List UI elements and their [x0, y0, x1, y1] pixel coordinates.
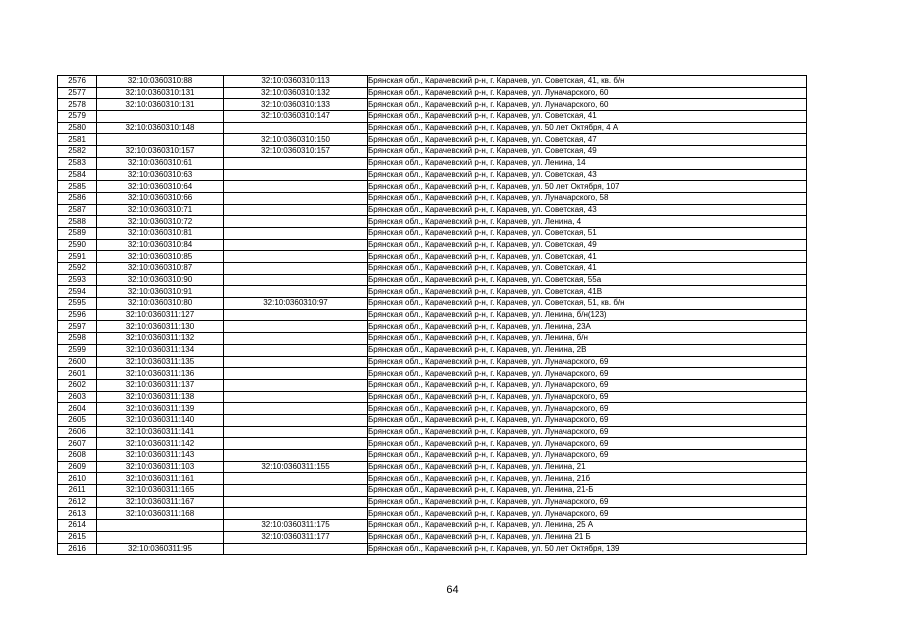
related-cadastral-number-cell: [224, 192, 368, 204]
related-cadastral-number-cell: 32:10:0360310:157: [224, 146, 368, 158]
table-row: [58, 461, 807, 473]
cadastral-number-cell: 32:10:0360310:63: [97, 169, 224, 181]
related-cadastral-number-cell: [224, 473, 368, 485]
row-number-cell: 2590: [58, 239, 97, 251]
table-row: [58, 414, 807, 426]
address-cell: Брянская обл., Карачевский р-н, г. Карачев, ул. Ленина, 25 А: [368, 520, 807, 532]
related-cadastral-number-cell: [224, 356, 368, 368]
cadastral-number-cell: 32:10:0360311:168: [97, 508, 224, 520]
cadastral-number-cell: [97, 111, 224, 123]
related-cadastral-number-cell: [224, 496, 368, 508]
row-number-cell: 2584: [58, 169, 97, 181]
register-table-body: [58, 76, 807, 555]
table-row: [58, 403, 807, 415]
address-cell: Брянская обл., Карачевский р-н, г. Карачев, ул. Советская, 55а: [368, 274, 807, 286]
related-cadastral-number-cell: [224, 391, 368, 403]
address-cell: Брянская обл., Карачевский р-н, г. Карачев, ул. Советская, 41, кв. б/н: [368, 76, 807, 88]
cadastral-number-cell: 32:10:0360311:167: [97, 496, 224, 508]
related-cadastral-number-cell: [224, 204, 368, 216]
related-cadastral-number-cell: [224, 181, 368, 193]
address-cell: Брянская обл., Карачевский р-н, г. Карачев, ул. Советская, 49: [368, 239, 807, 251]
row-number-cell: 2598: [58, 333, 97, 345]
address-cell: Брянская обл., Карачевский р-н, г. Карачев, ул. Ленина, 21б: [368, 473, 807, 485]
address-cell: Брянская обл., Карачевский р-н, г. Карачев, ул. Советская, 41В: [368, 286, 807, 298]
row-number-cell: 2605: [58, 414, 97, 426]
related-cadastral-number-cell: 32:10:0360310:97: [224, 298, 368, 310]
row-number-cell: 2580: [58, 122, 97, 134]
row-number-cell: 2597: [58, 321, 97, 333]
row-number-cell: 2581: [58, 134, 97, 146]
address-cell: Брянская обл., Карачевский р-н, г. Карачев, ул. Луначарского, 69: [368, 391, 807, 403]
table-row: [58, 426, 807, 438]
table-row: [58, 134, 807, 146]
table-row: [58, 227, 807, 239]
cadastral-number-cell: 32:10:0360311:165: [97, 485, 224, 497]
row-number-cell: 2592: [58, 263, 97, 275]
table-row: [58, 309, 807, 321]
table-row: [58, 239, 807, 251]
related-cadastral-number-cell: [224, 227, 368, 239]
row-number-cell: 2609: [58, 461, 97, 473]
related-cadastral-number-cell: 32:10:0360310:150: [224, 134, 368, 146]
address-cell: Брянская обл., Карачевский р-н, г. Карачев, ул. 50 лет Октября, 107: [368, 181, 807, 193]
table-row: [58, 391, 807, 403]
cadastral-number-cell: 32:10:0360311:127: [97, 309, 224, 321]
row-number-cell: 2608: [58, 450, 97, 462]
address-cell: Брянская обл., Карачевский р-н, г. Карачев, ул. Луначарского, 60: [368, 87, 807, 99]
row-number-cell: 2577: [58, 87, 97, 99]
row-number-cell: 2591: [58, 251, 97, 263]
related-cadastral-number-cell: [224, 485, 368, 497]
related-cadastral-number-cell: [224, 508, 368, 520]
cadastral-number-cell: 32:10:0360311:130: [97, 321, 224, 333]
cadastral-number-cell: 32:10:0360311:95: [97, 543, 224, 555]
table-row: [58, 298, 807, 310]
row-number-cell: 2610: [58, 473, 97, 485]
address-cell: Брянская обл., Карачевский р-н, г. Карачев, ул. Советская, 47: [368, 134, 807, 146]
related-cadastral-number-cell: [224, 543, 368, 555]
row-number-cell: 2614: [58, 520, 97, 532]
cadastral-number-cell: 32:10:0360311:139: [97, 403, 224, 415]
table-row: [58, 111, 807, 123]
row-number-cell: 2600: [58, 356, 97, 368]
related-cadastral-number-cell: [224, 379, 368, 391]
related-cadastral-number-cell: 32:10:0360310:113: [224, 76, 368, 88]
related-cadastral-number-cell: 32:10:0360310:132: [224, 87, 368, 99]
address-cell: Брянская обл., Карачевский р-н, г. Карачев, ул. Луначарского, 69: [368, 450, 807, 462]
row-number-cell: 2615: [58, 531, 97, 543]
table-row: [58, 344, 807, 356]
cadastral-number-cell: 32:10:0360310:148: [97, 122, 224, 134]
address-cell: Брянская обл., Карачевский р-н, г. Карачев, ул. Луначарского, 69: [368, 414, 807, 426]
related-cadastral-number-cell: 32:10:0360311:177: [224, 531, 368, 543]
table-row: [58, 438, 807, 450]
cadastral-number-cell: 32:10:0360311:137: [97, 379, 224, 391]
table-row: [58, 169, 807, 181]
related-cadastral-number-cell: [224, 286, 368, 298]
row-number-cell: 2594: [58, 286, 97, 298]
related-cadastral-number-cell: [224, 344, 368, 356]
address-cell: Брянская обл., Карачевский р-н, г. Карачев, ул. Луначарского, 60: [368, 99, 807, 111]
address-cell: Брянская обл., Карачевский р-н, г. Карачев, ул. Ленина, б/н: [368, 333, 807, 345]
related-cadastral-number-cell: [224, 157, 368, 169]
related-cadastral-number-cell: [224, 403, 368, 415]
related-cadastral-number-cell: [224, 263, 368, 275]
address-cell: Брянская обл., Карачевский р-н, г. Карачев, ул. Ленина, 14: [368, 157, 807, 169]
row-number-cell: 2613: [58, 508, 97, 520]
related-cadastral-number-cell: [224, 309, 368, 321]
address-cell: Брянская обл., Карачевский р-н, г. Карачев, ул. Советская, 43: [368, 204, 807, 216]
table-row: [58, 99, 807, 111]
address-cell: Брянская обл., Карачевский р-н, г. Карачев, ул. Советская, 43: [368, 169, 807, 181]
address-cell: Брянская обл., Карачевский р-н, г. Карачев, ул. Советская, 51: [368, 227, 807, 239]
page-number: 64: [446, 584, 459, 596]
row-number-cell: 2578: [58, 99, 97, 111]
related-cadastral-number-cell: [224, 368, 368, 380]
cadastral-number-cell: [97, 520, 224, 532]
related-cadastral-number-cell: [224, 438, 368, 450]
cadastral-number-cell: 32:10:0360310:87: [97, 263, 224, 275]
address-cell: Брянская обл., Карачевский р-н, г. Карачев, ул. Ленина, 4: [368, 216, 807, 228]
table-row: [58, 368, 807, 380]
related-cadastral-number-cell: [224, 426, 368, 438]
cadastral-number-cell: 32:10:0360311:103: [97, 461, 224, 473]
related-cadastral-number-cell: [224, 333, 368, 345]
address-cell: Брянская обл., Карачевский р-н, г. Карачев, ул. Ленина, 21-Б: [368, 485, 807, 497]
cadastral-number-cell: 32:10:0360311:140: [97, 414, 224, 426]
table-row: [58, 192, 807, 204]
table-row: [58, 520, 807, 532]
related-cadastral-number-cell: [224, 122, 368, 134]
row-number-cell: 2576: [58, 76, 97, 88]
address-cell: Брянская обл., Карачевский р-н, г. Карачев, ул. Ленина 21 Б: [368, 531, 807, 543]
row-number-cell: 2602: [58, 379, 97, 391]
table-row: [58, 321, 807, 333]
address-cell: Брянская обл., Карачевский р-н, г. Карачев, ул. 50 лет Октября, 139: [368, 543, 807, 555]
table-row: [58, 473, 807, 485]
cadastral-number-cell: 32:10:0360311:132: [97, 333, 224, 345]
row-number-cell: 2586: [58, 192, 97, 204]
row-number-cell: 2583: [58, 157, 97, 169]
cadastral-number-cell: 32:10:0360310:61: [97, 157, 224, 169]
row-number-cell: 2606: [58, 426, 97, 438]
cadastral-number-cell: 32:10:0360310:131: [97, 87, 224, 99]
cadastral-number-cell: 32:10:0360310:64: [97, 181, 224, 193]
cadastral-number-cell: 32:10:0360310:81: [97, 227, 224, 239]
table-row: [58, 485, 807, 497]
cadastral-number-cell: 32:10:0360310:91: [97, 286, 224, 298]
table-row: [58, 157, 807, 169]
address-cell: Брянская обл., Карачевский р-н, г. Карачев, ул. Ленина, 21: [368, 461, 807, 473]
table-row: [58, 122, 807, 134]
table-row: [58, 356, 807, 368]
table-row: [58, 508, 807, 520]
table-row: [58, 251, 807, 263]
cadastral-number-cell: 32:10:0360311:136: [97, 368, 224, 380]
cadastral-number-cell: 32:10:0360310:72: [97, 216, 224, 228]
address-cell: Брянская обл., Карачевский р-н, г. Карачев, ул. Луначарского, 58: [368, 192, 807, 204]
cadastral-number-cell: 32:10:0360311:135: [97, 356, 224, 368]
table-row: [58, 543, 807, 555]
table-row: [58, 87, 807, 99]
address-cell: Брянская обл., Карачевский р-н, г. Карачев, ул. Луначарского, 69: [368, 379, 807, 391]
table-row: [58, 531, 807, 543]
table-row: [58, 181, 807, 193]
row-number-cell: 2587: [58, 204, 97, 216]
address-cell: Брянская обл., Карачевский р-н, г. Карачев, ул. 50 лет Октября, 4 А: [368, 122, 807, 134]
address-cell: Брянская обл., Карачевский р-н, г. Карачев, ул. Советская, 41: [368, 251, 807, 263]
address-cell: Брянская обл., Карачевский р-н, г. Карачев, ул. Луначарского, 69: [368, 496, 807, 508]
related-cadastral-number-cell: [224, 239, 368, 251]
cadastral-number-cell: 32:10:0360311:138: [97, 391, 224, 403]
related-cadastral-number-cell: 32:10:0360311:155: [224, 461, 368, 473]
cadastral-number-cell: 32:10:0360310:88: [97, 76, 224, 88]
address-cell: Брянская обл., Карачевский р-н, г. Карачев, ул. Луначарского, 69: [368, 356, 807, 368]
address-cell: Брянская обл., Карачевский р-н, г. Карачев, ул. Советская, 51, кв. б/н: [368, 298, 807, 310]
cadastral-number-cell: 32:10:0360310:85: [97, 251, 224, 263]
row-number-cell: 2612: [58, 496, 97, 508]
address-cell: Брянская обл., Карачевский р-н, г. Карачев, ул. Ленина, 2В: [368, 344, 807, 356]
related-cadastral-number-cell: [224, 414, 368, 426]
cadastral-number-cell: 32:10:0360311:143: [97, 450, 224, 462]
address-cell: Брянская обл., Карачевский р-н, г. Карачев, ул. Луначарского, 69: [368, 403, 807, 415]
related-cadastral-number-cell: [224, 450, 368, 462]
address-cell: Брянская обл., Карачевский р-н, г. Карачев, ул. Луначарского, 69: [368, 508, 807, 520]
cadastral-number-cell: 32:10:0360310:84: [97, 239, 224, 251]
address-cell: Брянская обл., Карачевский р-н, г. Карачев, ул. Луначарского, 69: [368, 426, 807, 438]
register-table: [57, 75, 807, 555]
row-number-cell: 2588: [58, 216, 97, 228]
table-row: [58, 263, 807, 275]
cadastral-number-cell: [97, 134, 224, 146]
cadastral-number-cell: 32:10:0360310:71: [97, 204, 224, 216]
table-row: [58, 286, 807, 298]
row-number-cell: 2593: [58, 274, 97, 286]
address-cell: Брянская обл., Карачевский р-н, г. Карачев, ул. Луначарского, 69: [368, 438, 807, 450]
row-number-cell: 2611: [58, 485, 97, 497]
table-row: [58, 216, 807, 228]
related-cadastral-number-cell: [224, 274, 368, 286]
cadastral-number-cell: [97, 531, 224, 543]
related-cadastral-number-cell: 32:10:0360310:133: [224, 99, 368, 111]
row-number-cell: 2607: [58, 438, 97, 450]
row-number-cell: 2589: [58, 227, 97, 239]
table-row: [58, 146, 807, 158]
address-cell: Брянская обл., Карачевский р-н, г. Карачев, ул. Ленина, б/н(123): [368, 309, 807, 321]
related-cadastral-number-cell: [224, 216, 368, 228]
table-row: [58, 450, 807, 462]
cadastral-number-cell: 32:10:0360310:157: [97, 146, 224, 158]
address-cell: Брянская обл., Карачевский р-н, г. Карачев, ул. Советская, 41: [368, 263, 807, 275]
row-number-cell: 2603: [58, 391, 97, 403]
cadastral-number-cell: 32:10:0360311:142: [97, 438, 224, 450]
row-number-cell: 2579: [58, 111, 97, 123]
row-number-cell: 2596: [58, 309, 97, 321]
row-number-cell: 2604: [58, 403, 97, 415]
table-row: [58, 76, 807, 88]
row-number-cell: 2616: [58, 543, 97, 555]
row-number-cell: 2601: [58, 368, 97, 380]
address-cell: Брянская обл., Карачевский р-н, г. Карачев, ул. Ленина, 23А: [368, 321, 807, 333]
address-cell: Брянская обл., Карачевский р-н, г. Карачев, ул. Советская, 49: [368, 146, 807, 158]
row-number-cell: 2595: [58, 298, 97, 310]
table-row: [58, 204, 807, 216]
row-number-cell: 2585: [58, 181, 97, 193]
address-cell: Брянская обл., Карачевский р-н, г. Карачев, ул. Советская, 41: [368, 111, 807, 123]
table-row: [58, 496, 807, 508]
cadastral-number-cell: 32:10:0360311:141: [97, 426, 224, 438]
address-cell: Брянская обл., Карачевский р-н, г. Карачев, ул. Луначарского, 69: [368, 368, 807, 380]
table-row: [58, 333, 807, 345]
cadastral-number-cell: 32:10:0360310:90: [97, 274, 224, 286]
related-cadastral-number-cell: 32:10:0360311:175: [224, 520, 368, 532]
row-number-cell: 2599: [58, 344, 97, 356]
cadastral-number-cell: 32:10:0360310:80: [97, 298, 224, 310]
table-row: [58, 274, 807, 286]
cadastral-number-cell: 32:10:0360311:134: [97, 344, 224, 356]
table-row: [58, 379, 807, 391]
row-number-cell: 2582: [58, 146, 97, 158]
cadastral-number-cell: 32:10:0360310:131: [97, 99, 224, 111]
related-cadastral-number-cell: [224, 251, 368, 263]
related-cadastral-number-cell: 32:10:0360310:147: [224, 111, 368, 123]
cadastral-number-cell: 32:10:0360311:161: [97, 473, 224, 485]
cadastral-number-cell: 32:10:0360310:66: [97, 192, 224, 204]
related-cadastral-number-cell: [224, 321, 368, 333]
related-cadastral-number-cell: [224, 169, 368, 181]
